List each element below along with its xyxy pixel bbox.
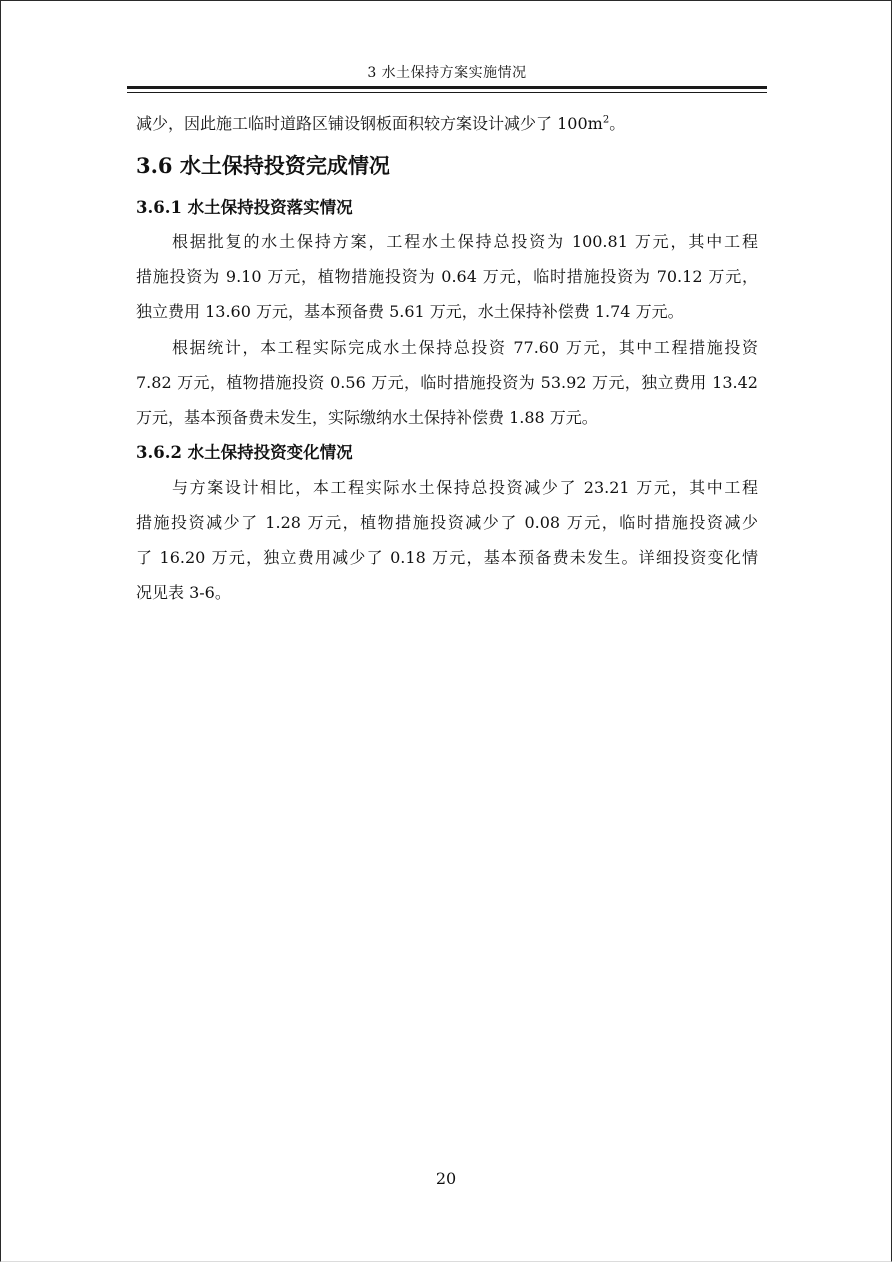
section-heading-3-6: 3.6 水土保持投资完成情况 (136, 153, 390, 178)
running-header: 3 水土保持方案实施情况 (367, 65, 527, 81)
subsection-heading-3-6-2: 3.6.2 水土保持投资变化情况 (136, 443, 353, 462)
paragraph-line: 独立费用 13.60 万元，基本预备费 5.61 万元，水土保持补偿费 1.74 万元。 (136, 302, 684, 321)
continuation-line (136, 112, 758, 136)
paragraph-line: 况见表 3-6。 (136, 583, 231, 602)
paragraph-line: 了 16.20 万元，独立费用减少了 0.18 万元，基本预备费未发生。详细投资变化情 (136, 548, 758, 567)
page-number: 20 (435, 1169, 457, 1188)
header-rule-thin (127, 92, 767, 93)
paragraph-line: 7.82 万元，植物措施投资 0.56 万元，临时措施投资为 53.92 万元，独立费用 13.42 (136, 373, 758, 392)
paragraph-line: 万元，基本预备费未发生，实际缴纳水土保持补偿费 1.88 万元。 (136, 408, 598, 427)
paragraph-line: 与方案设计相比，本工程实际水土保持总投资减少了 23.21 万元，其中工程 (172, 478, 758, 497)
continuation-period: 。 (609, 114, 626, 133)
paragraph-line: 根据批复的水土保持方案，工程水土保持总投资为 100.81 万元，其中工程 (172, 232, 758, 251)
paragraph-line: 措施投资为 9.10 万元，植物措施投资为 0.64 万元，临时措施投资为 70.12 万元， (136, 267, 758, 286)
paragraph-line: 根据统计，本工程实际完成水土保持总投资 77.60 万元，其中工程措施投资 (172, 338, 758, 357)
subsection-heading-3-6-1: 3.6.1 水土保持投资落实情况 (136, 198, 353, 217)
superscript-2: 2 (602, 114, 610, 126)
header-rule-thick (127, 86, 767, 89)
paragraph-line: 措施投资减少了 1.28 万元，植物措施投资减少了 0.08 万元，临时措施投资减少 (136, 513, 758, 532)
continuation-text: 减少，因此施工临时道路区铺设钢板面积较方案设计减少了 100m (136, 114, 603, 133)
